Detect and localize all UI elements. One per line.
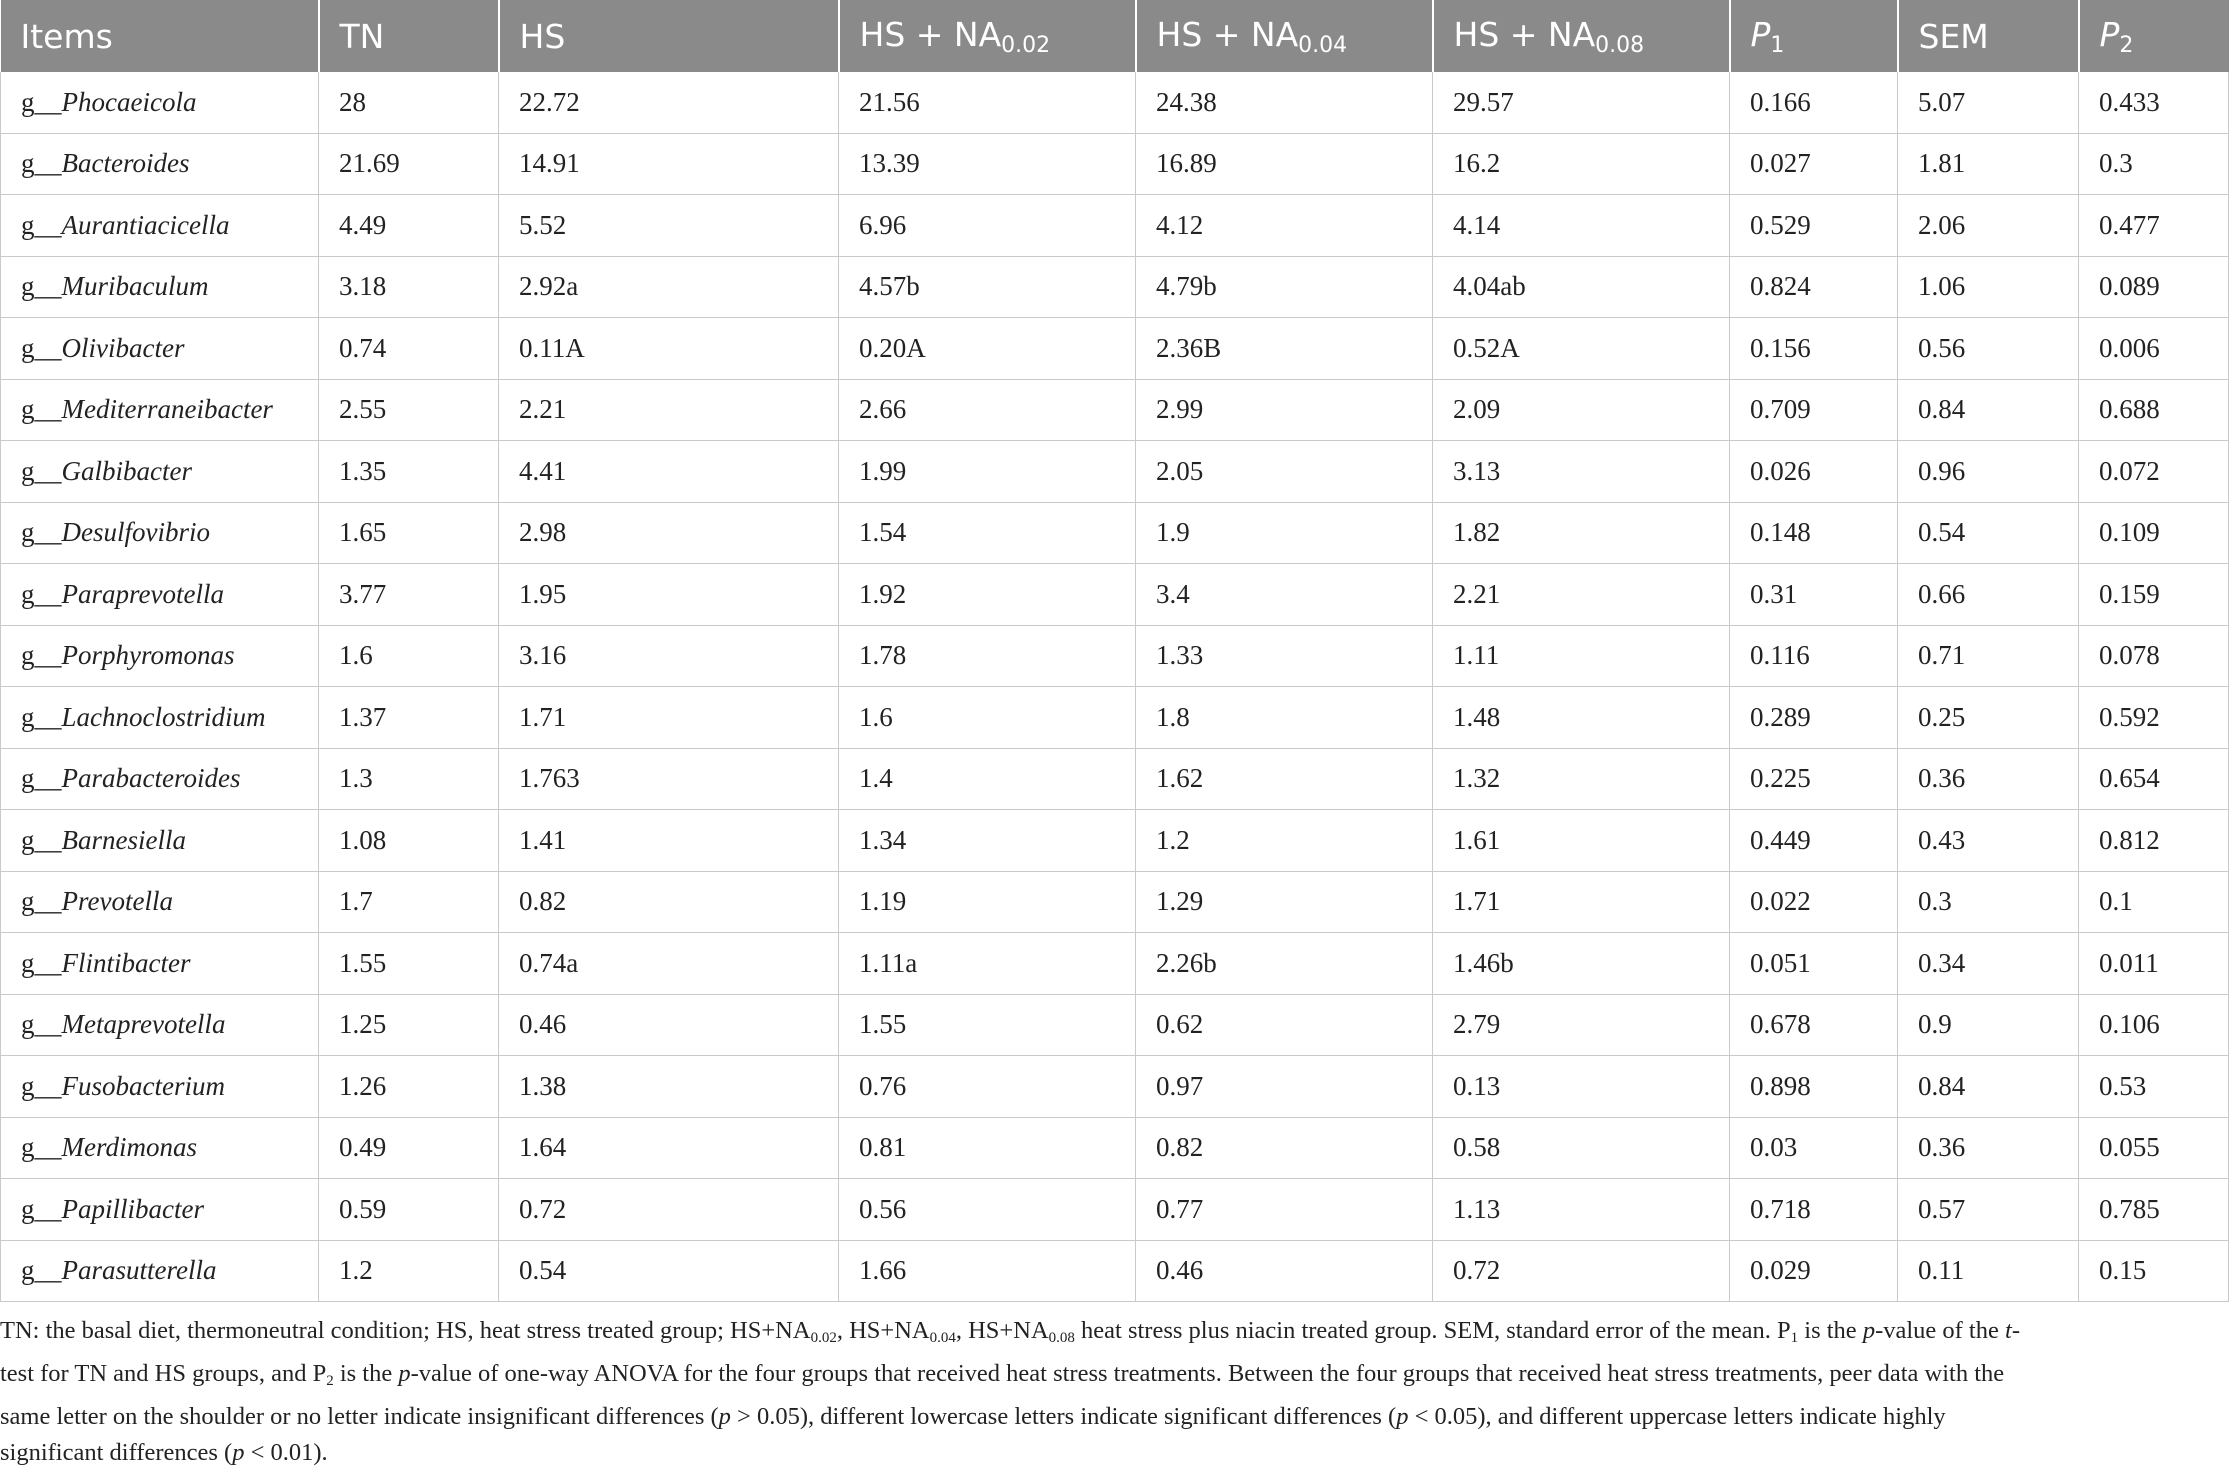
genus-prefix: g__ — [21, 271, 62, 302]
value-cell: 0.11 — [1898, 1240, 2079, 1302]
genus-cell — [1, 1056, 319, 1118]
column-header-label: HS — [519, 16, 566, 56]
table-row — [1, 318, 2229, 380]
footnote-segment: 0.08 — [1048, 1330, 1075, 1346]
footnote-segment: -test for TN and HS groups, and P — [0, 1317, 2020, 1387]
value-cell: 1.19 — [839, 871, 1136, 933]
value-cell: 1.3 — [319, 748, 499, 810]
value-cell: 2.36B — [1136, 318, 1433, 380]
footnote-segment: p — [718, 1403, 731, 1430]
column-header-label: Items — [20, 16, 113, 56]
footnote-segment: > 0.05), different lowercase letters indicate significant differences ( — [730, 1403, 1397, 1430]
value-cell: 0.54 — [499, 1240, 839, 1302]
genus-name: Muribaculum — [61, 271, 209, 302]
genus-name: Phocaeicola — [61, 86, 197, 117]
genus-prefix: g__ — [21, 332, 62, 363]
genus-name: Barnesiella — [61, 824, 186, 855]
value-cell: 1.61 — [1433, 810, 1730, 872]
value-cell: 0.072 — [2079, 441, 2229, 503]
value-cell: 2.92a — [499, 256, 839, 318]
value-cell: 1.82 — [1433, 502, 1730, 564]
value-cell: 0.72 — [1433, 1240, 1730, 1302]
genus-prefix: g__ — [21, 1070, 62, 1101]
value-cell: 5.52 — [499, 195, 839, 257]
value-cell: 6.96 — [839, 195, 1136, 257]
table-row — [1, 871, 2229, 933]
value-cell: 0.688 — [2079, 379, 2229, 441]
value-cell: 2.99 — [1136, 379, 1433, 441]
header-row — [1, 0, 2229, 72]
footnote-segment: p — [232, 1439, 245, 1466]
footnote-segment: 2 — [326, 1373, 334, 1389]
genus-cell — [1, 687, 319, 749]
value-cell: 1.55 — [839, 994, 1136, 1056]
genus-name: Papillibacter — [61, 1193, 204, 1224]
value-cell: 1.25 — [319, 994, 499, 1056]
genus-cell — [1, 810, 319, 872]
genus-name: Fusobacterium — [61, 1070, 225, 1101]
value-cell: 1.2 — [1136, 810, 1433, 872]
value-cell: 0.25 — [1898, 687, 2079, 749]
genus-cell — [1, 195, 319, 257]
genus-cell — [1, 379, 319, 441]
value-cell: 0.109 — [2079, 502, 2229, 564]
column-header — [2079, 0, 2229, 72]
value-cell: 1.11a — [839, 933, 1136, 995]
table-row — [1, 1117, 2229, 1179]
value-cell: 0.31 — [1730, 564, 1898, 626]
footnote-segment: < 0.05), and different uppercase letters indicate highly significant differences ( — [0, 1403, 1946, 1466]
value-cell: 1.6 — [319, 625, 499, 687]
value-cell: 0.15 — [2079, 1240, 2229, 1302]
genus-prefix: g__ — [21, 701, 62, 732]
column-header-subscript: 0.08 — [1595, 32, 1645, 58]
genus-name: Porphyromonas — [61, 640, 235, 671]
value-cell: 16.2 — [1433, 133, 1730, 195]
value-cell: 2.06 — [1898, 195, 2079, 257]
footnote-segment: 0.02 — [810, 1330, 837, 1346]
value-cell: 1.95 — [499, 564, 839, 626]
value-cell: 0.812 — [2079, 810, 2229, 872]
value-cell: 1.06 — [1898, 256, 2079, 318]
value-cell: 0.20A — [839, 318, 1136, 380]
value-cell: 1.81 — [1898, 133, 2079, 195]
value-cell: 1.71 — [1433, 871, 1730, 933]
genus-name: Galbibacter — [61, 455, 192, 486]
value-cell: 0.078 — [2079, 625, 2229, 687]
value-cell: 2.98 — [499, 502, 839, 564]
genus-prefix: g__ — [21, 86, 62, 117]
value-cell: 0.84 — [1898, 379, 2079, 441]
value-cell: 0.898 — [1730, 1056, 1898, 1118]
value-cell: 0.97 — [1136, 1056, 1433, 1118]
genus-prefix: g__ — [21, 1009, 62, 1040]
value-cell: 0.592 — [2079, 687, 2229, 749]
value-cell: 0.026 — [1730, 441, 1898, 503]
genus-prefix: g__ — [21, 517, 62, 548]
genus-prefix: g__ — [21, 824, 62, 855]
value-cell: 1.64 — [499, 1117, 839, 1179]
genus-name: Desulfovibrio — [61, 517, 210, 548]
footnote-segment: p — [398, 1360, 411, 1387]
genus-name: Parasutterella — [61, 1255, 217, 1286]
genus-name: Lachnoclostridium — [61, 701, 266, 732]
value-cell: 0.03 — [1730, 1117, 1898, 1179]
value-cell: 0.027 — [1730, 133, 1898, 195]
column-header-label: HS + NA — [1156, 14, 1299, 54]
value-cell: 1.41 — [499, 810, 839, 872]
genus-cell — [1, 441, 319, 503]
value-cell: 4.57b — [839, 256, 1136, 318]
value-cell: 0.62 — [1136, 994, 1433, 1056]
value-cell: 4.49 — [319, 195, 499, 257]
genus-name: Aurantiacicella — [61, 209, 230, 240]
column-header — [1898, 0, 2079, 72]
value-cell: 3.16 — [499, 625, 839, 687]
value-cell: 0.022 — [1730, 871, 1898, 933]
genus-cell — [1, 1240, 319, 1302]
column-header-subscript: 0.04 — [1298, 32, 1348, 58]
genus-name: Parabacteroides — [61, 763, 241, 794]
value-cell: 28 — [319, 72, 499, 133]
value-cell: 0.36 — [1898, 748, 2079, 810]
value-cell: 1.29 — [1136, 871, 1433, 933]
value-cell: 0.166 — [1730, 72, 1898, 133]
column-header-subscript: 1 — [1770, 32, 1785, 58]
value-cell: 0.051 — [1730, 933, 1898, 995]
genus-prefix: g__ — [21, 394, 62, 425]
value-cell: 0.81 — [839, 1117, 1136, 1179]
value-cell: 0.116 — [1730, 625, 1898, 687]
value-cell: 0.449 — [1730, 810, 1898, 872]
footnote-segment: -value of one-way ANOVA for the four groups that received heat stress treatments. Between the four groups that received heat stress treatments, peer data with the same letter on the shoulder or no letter indicate insignificant differences ( — [0, 1360, 2005, 1430]
value-cell: 1.37 — [319, 687, 499, 749]
column-header — [1433, 0, 1730, 72]
genus-cell — [1, 871, 319, 933]
value-cell: 3.18 — [319, 256, 499, 318]
column-header — [1, 0, 319, 72]
genus-cell — [1, 133, 319, 195]
genus-cell — [1, 502, 319, 564]
value-cell: 1.8 — [1136, 687, 1433, 749]
column-header-label: P — [2099, 14, 2120, 54]
column-header-subscript: 2 — [2119, 32, 2134, 58]
value-cell: 1.7 — [319, 871, 499, 933]
genus-name: Flintibacter — [61, 947, 191, 978]
value-cell: 0.055 — [2079, 1117, 2229, 1179]
value-cell: 29.57 — [1433, 72, 1730, 133]
value-cell: 0.54 — [1898, 502, 2079, 564]
table-row — [1, 256, 2229, 318]
genus-cell — [1, 933, 319, 995]
column-header — [1730, 0, 1898, 72]
value-cell: 1.13 — [1433, 1179, 1730, 1241]
value-cell: 0.477 — [2079, 195, 2229, 257]
value-cell: 0.76 — [839, 1056, 1136, 1118]
table-row — [1, 72, 2229, 133]
genus-prefix: g__ — [21, 1132, 62, 1163]
table-row — [1, 564, 2229, 626]
table-row — [1, 195, 2229, 257]
value-cell: 0.148 — [1730, 502, 1898, 564]
value-cell: 1.62 — [1136, 748, 1433, 810]
table-footnote — [0, 1313, 2040, 1471]
value-cell: 0.74 — [319, 318, 499, 380]
value-cell: 0.011 — [2079, 933, 2229, 995]
value-cell: 0.84 — [1898, 1056, 2079, 1118]
value-cell: 4.79b — [1136, 256, 1433, 318]
value-cell: 1.26 — [319, 1056, 499, 1118]
footnote-segment: 1 — [1790, 1330, 1799, 1346]
genus-name: Merdimonas — [61, 1132, 197, 1163]
table-row — [1, 748, 2229, 810]
footnote-segment: -value of the — [1875, 1317, 2005, 1344]
footnote-segment: is the — [333, 1360, 399, 1387]
value-cell: 1.2 — [319, 1240, 499, 1302]
value-cell: 1.92 — [839, 564, 1136, 626]
value-cell: 4.41 — [499, 441, 839, 503]
value-cell: 14.91 — [499, 133, 839, 195]
genus-name: Paraprevotella — [61, 578, 224, 609]
value-cell: 0.654 — [2079, 748, 2229, 810]
value-cell: 0.77 — [1136, 1179, 1433, 1241]
footnote-segment: t — [2005, 1317, 2012, 1344]
value-cell: 0.289 — [1730, 687, 1898, 749]
value-cell: 0.006 — [2079, 318, 2229, 380]
genus-name: Bacteroides — [61, 148, 190, 179]
value-cell: 0.433 — [2079, 72, 2229, 133]
value-cell: 24.38 — [1136, 72, 1433, 133]
table-row — [1, 1179, 2229, 1241]
value-cell: 0.82 — [1136, 1117, 1433, 1179]
value-cell: 0.106 — [2079, 994, 2229, 1056]
value-cell: 0.824 — [1730, 256, 1898, 318]
value-cell: 0.709 — [1730, 379, 1898, 441]
table-row — [1, 933, 2229, 995]
value-cell: 1.34 — [839, 810, 1136, 872]
genus-cell — [1, 994, 319, 1056]
value-cell: 0.156 — [1730, 318, 1898, 380]
value-cell: 0.53 — [2079, 1056, 2229, 1118]
value-cell: 0.52A — [1433, 318, 1730, 380]
value-cell: 2.05 — [1136, 441, 1433, 503]
column-header — [1136, 0, 1433, 72]
value-cell: 2.09 — [1433, 379, 1730, 441]
value-cell: 0.49 — [319, 1117, 499, 1179]
value-cell: 1.66 — [839, 1240, 1136, 1302]
value-cell: 0.9 — [1898, 994, 2079, 1056]
value-cell: 0.34 — [1898, 933, 2079, 995]
value-cell: 1.763 — [499, 748, 839, 810]
value-cell: 1.32 — [1433, 748, 1730, 810]
value-cell: 3.77 — [319, 564, 499, 626]
value-cell: 0.74a — [499, 933, 839, 995]
table-row — [1, 1240, 2229, 1302]
genus-cell — [1, 1117, 319, 1179]
value-cell: 1.9 — [1136, 502, 1433, 564]
value-cell: 2.21 — [1433, 564, 1730, 626]
value-cell: 0.678 — [1730, 994, 1898, 1056]
value-cell: 1.38 — [499, 1056, 839, 1118]
column-header-label: P — [1750, 14, 1771, 54]
value-cell: 0.56 — [839, 1179, 1136, 1241]
value-cell: 4.12 — [1136, 195, 1433, 257]
value-cell: 2.79 — [1433, 994, 1730, 1056]
table-row — [1, 994, 2229, 1056]
value-cell: 1.08 — [319, 810, 499, 872]
value-cell: 2.66 — [839, 379, 1136, 441]
value-cell: 21.69 — [319, 133, 499, 195]
value-cell: 1.4 — [839, 748, 1136, 810]
genus-name: Olivibacter — [61, 332, 185, 363]
genus-prefix: g__ — [21, 578, 62, 609]
genus-name: Mediterraneibacter — [61, 394, 273, 425]
value-cell: 0.58 — [1433, 1117, 1730, 1179]
column-header-label: HS + NA — [1453, 14, 1596, 54]
footnote-segment: < 0.01). — [244, 1439, 328, 1466]
genus-prefix: g__ — [21, 148, 62, 179]
value-cell: 1.71 — [499, 687, 839, 749]
column-header — [499, 0, 839, 72]
footnote-segment: p — [1396, 1403, 1409, 1430]
value-cell: 1.54 — [839, 502, 1136, 564]
value-cell: 1.65 — [319, 502, 499, 564]
value-cell: 0.225 — [1730, 748, 1898, 810]
genus-cell — [1, 1179, 319, 1241]
table-row — [1, 810, 2229, 872]
footnote-segment: , HS+NA — [955, 1317, 1049, 1344]
genus-prefix: g__ — [21, 640, 62, 671]
value-cell: 0.82 — [499, 871, 839, 933]
genus-cell — [1, 256, 319, 318]
value-cell: 21.56 — [839, 72, 1136, 133]
value-cell: 13.39 — [839, 133, 1136, 195]
genus-cell — [1, 564, 319, 626]
genus-name: Metaprevotella — [61, 1009, 226, 1040]
value-cell: 0.36 — [1898, 1117, 2079, 1179]
value-cell: 0.029 — [1730, 1240, 1898, 1302]
value-cell: 22.72 — [499, 72, 839, 133]
value-cell: 4.04ab — [1433, 256, 1730, 318]
column-header — [319, 0, 499, 72]
value-cell: 1.99 — [839, 441, 1136, 503]
table-row — [1, 441, 2229, 503]
footnote-segment: 0.04 — [929, 1330, 956, 1346]
table-body — [1, 72, 2229, 1302]
value-cell: 0.59 — [319, 1179, 499, 1241]
value-cell: 1.35 — [319, 441, 499, 503]
genus-cell — [1, 318, 319, 380]
table-header — [1, 0, 2229, 72]
value-cell: 1.55 — [319, 933, 499, 995]
value-cell: 1.6 — [839, 687, 1136, 749]
value-cell: 0.13 — [1433, 1056, 1730, 1118]
column-header-subscript: 0.02 — [1001, 32, 1051, 58]
genus-name: Prevotella — [61, 886, 173, 917]
value-cell: 2.21 — [499, 379, 839, 441]
column-header-label: TN — [339, 16, 385, 56]
value-cell: 0.11A — [499, 318, 839, 380]
value-cell: 0.3 — [2079, 133, 2229, 195]
value-cell: 0.72 — [499, 1179, 839, 1241]
value-cell: 0.46 — [499, 994, 839, 1056]
value-cell: 1.11 — [1433, 625, 1730, 687]
footnote-segment: p — [1862, 1317, 1876, 1344]
value-cell: 1.48 — [1433, 687, 1730, 749]
value-cell: 3.4 — [1136, 564, 1433, 626]
value-cell: 0.96 — [1898, 441, 2079, 503]
table-row — [1, 133, 2229, 195]
table-row — [1, 379, 2229, 441]
footnote-segment: is the — [1798, 1317, 1863, 1344]
value-cell: 0.3 — [1898, 871, 2079, 933]
table-row — [1, 687, 2229, 749]
table-row — [1, 1056, 2229, 1118]
value-cell: 16.89 — [1136, 133, 1433, 195]
value-cell: 5.07 — [1898, 72, 2079, 133]
value-cell: 3.13 — [1433, 441, 1730, 503]
value-cell: 1.46b — [1433, 933, 1730, 995]
value-cell: 4.14 — [1433, 195, 1730, 257]
table-row — [1, 502, 2229, 564]
value-cell: 0.089 — [2079, 256, 2229, 318]
value-cell: 0.56 — [1898, 318, 2079, 380]
value-cell: 0.785 — [2079, 1179, 2229, 1241]
genus-prefix: g__ — [21, 209, 62, 240]
genus-prefix: g__ — [21, 886, 62, 917]
genus-cell — [1, 625, 319, 687]
genus-prefix: g__ — [21, 947, 62, 978]
value-cell: 0.57 — [1898, 1179, 2079, 1241]
column-header-label: SEM — [1918, 16, 1989, 56]
genus-prefix: g__ — [21, 1255, 62, 1286]
value-cell: 1.78 — [839, 625, 1136, 687]
value-cell: 0.529 — [1730, 195, 1898, 257]
footnote-segment: TN: the basal diet, thermoneutral condition; HS, heat stress treated group; HS+NA — [0, 1317, 811, 1344]
value-cell: 0.71 — [1898, 625, 2079, 687]
genus-prefix: g__ — [21, 1193, 62, 1224]
value-cell: 0.1 — [2079, 871, 2229, 933]
footnote-segment: heat stress plus niacin treated group. SEM, standard error of the mean. P — [1074, 1317, 1791, 1344]
value-cell: 0.718 — [1730, 1179, 1898, 1241]
value-cell: 2.26b — [1136, 933, 1433, 995]
table-row — [1, 625, 2229, 687]
genus-prefix: g__ — [21, 763, 62, 794]
column-header-label: HS + NA — [859, 14, 1002, 54]
genus-cell — [1, 748, 319, 810]
footnote-segment: , HS+NA — [836, 1317, 930, 1344]
value-cell: 0.46 — [1136, 1240, 1433, 1302]
column-header — [839, 0, 1136, 72]
genus-cell — [1, 72, 319, 133]
value-cell: 2.55 — [319, 379, 499, 441]
value-cell: 0.66 — [1898, 564, 2079, 626]
value-cell: 0.43 — [1898, 810, 2079, 872]
value-cell: 0.159 — [2079, 564, 2229, 626]
value-cell: 1.33 — [1136, 625, 1433, 687]
genus-prefix: g__ — [21, 455, 62, 486]
